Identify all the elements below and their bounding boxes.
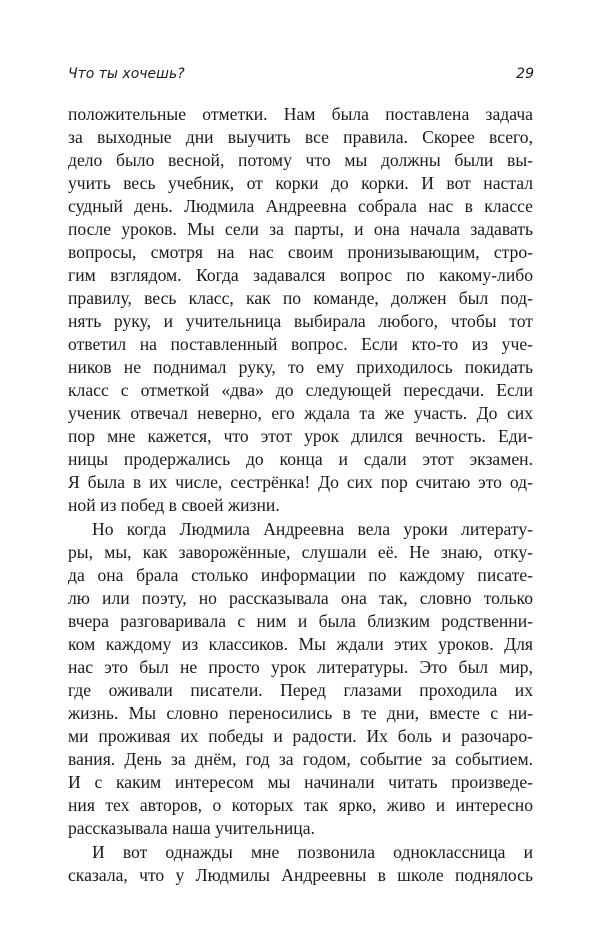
text-line: положительные отметки. Нам была поставлена задача xyxy=(68,104,533,124)
text-line: ученик отвечал неверно, его ждала та же участь. До сих xyxy=(68,403,533,423)
text-line: ной из побед в своей жизни. xyxy=(68,495,280,515)
text-line: после уроков. Мы сели за парты, и она начала задавать xyxy=(68,219,533,239)
page-number: 29 xyxy=(516,66,534,82)
text-line: Я была в их числе, сестрёнка! До сих пор считаю это од- xyxy=(68,472,533,492)
text-line: рассказывала наша учительница. xyxy=(68,818,315,838)
text-line: И вот однажды мне позвонила одноклассница и xyxy=(92,842,533,862)
text-line: гим взглядом. Когда задавался вопрос по какому-либо xyxy=(68,265,533,285)
text-line: ответил на поставленный вопрос. Если кто-то из уче- xyxy=(68,334,533,354)
text-line: сказала, что у Людмилы Андреевны в школе поднялось xyxy=(68,865,533,885)
text-line: учить весь учебник, от корки до корки. И вот настал xyxy=(68,173,533,193)
text-line: класс с отметкой «два» до следующей пересдачи. Если xyxy=(68,380,533,400)
text-line: за выходные дни выучить все правила. Скорее всего, xyxy=(68,127,533,147)
text-line: вчера разговаривала с ним и была близким родственни- xyxy=(68,611,533,631)
text-line: дело было весной, потому что мы должны были вы- xyxy=(68,150,533,170)
text-line: ры, мы, как заворожённые, слушали её. Не знаю, отку- xyxy=(68,542,533,562)
text-line: жизнь. Мы словно переносились в те дни, вместе с ни- xyxy=(68,703,533,723)
text-line: лю или поэту, но рассказывала она так, словно только xyxy=(68,588,533,608)
text-line: Но когда Людмила Андреевна вела уроки литерату- xyxy=(92,519,533,539)
text-line: ми проживая их победы и радости. Их боль и разочаро- xyxy=(68,726,533,746)
text-line: да она брала столько информации по каждому писате- xyxy=(68,565,533,585)
text-line: ком каждому из классиков. Мы ждали этих уроков. Для xyxy=(68,634,533,654)
text-line: И с каким интересом мы начинали читать произведе- xyxy=(68,772,533,792)
text-line: судный день. Людмила Андреевна собрала нас в классе xyxy=(68,196,533,216)
text-line: ников не поднимал руку, то ему приходилось покидать xyxy=(68,357,533,377)
text-line: нять руку, и учительница выбирала любого, чтобы тот xyxy=(68,311,533,331)
text-line: нас это был не просто урок литературы. Это был мир, xyxy=(68,657,533,677)
text-line: вопросы, смотря на нас своим пронизывающим, стро- xyxy=(68,242,533,262)
text-line: правилу, весь класс, как по команде, должен был под- xyxy=(68,288,533,308)
text-line: пор мне кажется, что этот урок длился вечность. Еди- xyxy=(68,426,533,446)
text-line: ния тех авторов, о которых так ярко, живо и интересно xyxy=(68,795,533,815)
text-line: вания. День за днём, год за годом, событие за событием. xyxy=(68,749,533,769)
text-line: где оживали писатели. Перед глазами проходила их xyxy=(68,680,533,700)
running-head xyxy=(68,66,538,88)
running-title: Что ты хочешь? xyxy=(68,66,185,82)
text-line: ницы продержались до конца и сдали этот экзамен. xyxy=(68,449,533,469)
